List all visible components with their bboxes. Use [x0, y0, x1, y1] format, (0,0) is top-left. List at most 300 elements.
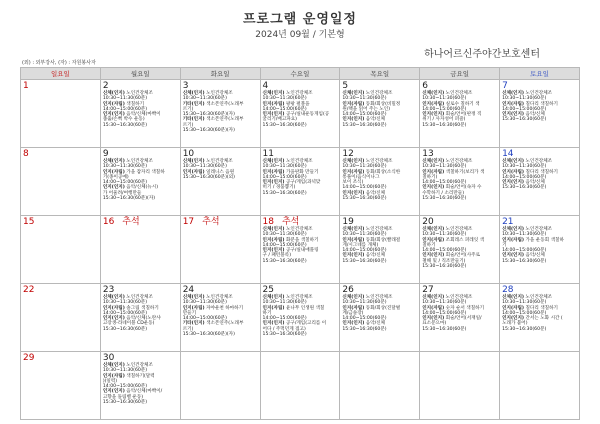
weekday-wed: 수요일: [260, 68, 340, 80]
program-detail: 조회레스 퍼레잇 색 칠하기 14:00~15:00(60분): [422, 237, 485, 254]
program-entry: [263, 170, 339, 181]
program-type: 신체(인지): [182, 295, 205, 300]
day-number: [422, 81, 498, 91]
day-cell: [180, 80, 260, 148]
day-number: [183, 217, 259, 227]
day-number: [502, 149, 578, 159]
program-detail: 가을 잠자리 색칠하 기(종이공예) 14:00~15:00(60분): [102, 169, 165, 186]
day-cell: [180, 216, 260, 284]
program-type: 인지(자립): [422, 237, 445, 243]
program-type: 인지(자립): [342, 237, 365, 243]
program-type: 인지(인지): [102, 112, 125, 118]
program-entry: [103, 316, 179, 332]
program-detail: 동화/회상(비밀정 원/책을 읽어 주는 노인) 14:00~15:00(60분): [342, 101, 401, 118]
program-entry: [342, 102, 418, 118]
day-cell: [420, 284, 500, 352]
program-type: 신체(인지): [422, 227, 445, 232]
program-detail: 노인건강체조 10:30~11:30(60분): [182, 91, 233, 102]
program-detail: 노인건강체조 10:30~11:30(60분): [422, 91, 473, 102]
day-number: [422, 285, 498, 295]
program-detail: 음악/신체 15:30~16:30(60분): [502, 253, 547, 264]
week-row: [21, 148, 580, 216]
program-detail: 노인건강체조 10:30~11:30(60분): [262, 227, 313, 238]
day-number: [23, 149, 99, 159]
program-type: 인지(인지): [102, 316, 125, 322]
program-entry: [342, 117, 418, 128]
program-type: 인지(인지): [422, 185, 445, 191]
day-number-value: 21: [502, 217, 514, 227]
day-cell: [260, 352, 340, 420]
program-detail: 공구/실내애플링 구 / 패턴블록) 15:30~16:30(60분): [262, 248, 319, 264]
program-type: 신체(인지): [342, 227, 365, 232]
weekday-header-row: [21, 68, 580, 80]
program-type: 신체(인지): [262, 91, 285, 96]
program-entry: [263, 321, 339, 337]
day-number-value: 15: [23, 217, 35, 227]
program-entry: [422, 306, 498, 317]
program-type: 인지(인지): [342, 190, 365, 196]
day-number-value: 27: [422, 285, 434, 295]
day-number-value: 22: [23, 285, 35, 295]
day-number: [103, 353, 179, 363]
program-entry: [502, 91, 578, 102]
day-cell: [180, 284, 260, 352]
page-subtitle: 2024년 09월 / 기본형: [255, 30, 345, 40]
day-number-value: 14: [502, 149, 514, 159]
day-cell: [500, 216, 580, 284]
calendar-table: [20, 67, 580, 420]
program-detail: 노인건강체조 10:30~11:30(60분): [102, 295, 153, 306]
day-cell: [21, 80, 101, 148]
program-type: 인지(자립): [262, 305, 285, 311]
program-detail: 칠다리 색칠하기 14:00~15:00(60분): [502, 305, 558, 316]
day-cell: [420, 148, 500, 216]
holiday-label: 추석: [281, 217, 300, 227]
day-cell: [340, 352, 420, 420]
program-entry: [183, 91, 259, 102]
program-type: 인지(인지): [342, 253, 365, 259]
day-number-value: 9: [102, 149, 109, 159]
program-detail: 노인건강체조 10:30~11:30(60분): [262, 159, 313, 170]
program-detail: 노인건강체조 10:30~11:30(60분): [422, 295, 473, 306]
program-detail: 회술/언어(서재일/ 표소문으마) 15:30~16:30(60분): [422, 316, 482, 332]
day-cell: [180, 352, 260, 420]
program-entry: [103, 295, 179, 306]
program-type: 신체(인지): [502, 159, 525, 164]
day-number: [342, 285, 418, 295]
program-detail: 색소폰연주(노래부 르기) 15:30~16:30(60분)(자): [182, 321, 244, 338]
program-type: 인지(자립): [422, 169, 445, 175]
holiday-label: 추석: [122, 217, 140, 227]
program-type: 인지(자립): [262, 169, 285, 175]
day-number: [263, 81, 339, 91]
day-number: [342, 217, 418, 227]
program-entry: [263, 306, 339, 322]
program-entry: [422, 316, 498, 332]
day-number-value: 23: [102, 285, 115, 295]
day-cell: [100, 80, 180, 148]
program-entry: [502, 295, 578, 306]
day-number-value: 11: [262, 149, 274, 159]
program-type: 인지(자립): [102, 305, 125, 311]
day-number-value: 30: [102, 353, 115, 363]
day-cell: [500, 284, 580, 352]
legend-note: (외) : 외부강사, (자) : 자원봉사자: [22, 60, 96, 66]
day-number: [103, 81, 179, 91]
program-entry: [103, 91, 179, 102]
day-cell: [420, 216, 500, 284]
program-entry: [263, 227, 339, 238]
program-detail: 음악/신체 15:30~16:30(60분): [342, 321, 387, 332]
program-type: 인지(자립): [182, 169, 205, 175]
program-type: 인지(자립): [342, 305, 365, 311]
program-entry: [502, 238, 578, 254]
program-type: 인지(자립): [182, 305, 205, 311]
page-title: 프로그램 운영일정: [243, 12, 357, 27]
program-detail: 공구/게임(고리를 이 어다 / 주먹던게 접고) 15:30~16:30(60분): [262, 321, 327, 338]
program-entry: [103, 159, 179, 170]
program-type: 인지(인지): [422, 253, 445, 259]
program-entry: [502, 159, 578, 170]
day-number-value: 29: [23, 353, 35, 363]
program-entry: [183, 117, 259, 133]
program-entry: [263, 180, 339, 196]
program-detail: 윤나무 인생원 색칠 하기 14:00~15:00(60분): [262, 305, 325, 322]
program-detail: 가을 운동회 색칠하 기 14:00~15:00(60분): [502, 237, 564, 254]
day-number-value: 2: [102, 81, 109, 91]
program-entry: [183, 295, 259, 306]
program-entry: [103, 389, 179, 405]
program-entry: [263, 295, 339, 306]
program-type: 신체(인지): [102, 363, 125, 368]
program-type: 인지(자립): [102, 101, 125, 107]
day-cell: [340, 80, 420, 148]
program-detail: 노인건강체조 10:30~11:30(60분): [182, 159, 233, 170]
program-type: 신체(인지): [102, 295, 125, 300]
program-entry: [502, 227, 578, 238]
weekday-tue: 화요일: [180, 68, 260, 80]
program-type: 인지(인지): [502, 180, 525, 186]
program-entry: [183, 306, 259, 322]
day-number: [422, 217, 498, 227]
day-number: [502, 81, 578, 91]
program-detail: 회술/언어(사주로 철해 및 / 직조만들기) 15:30~16:30(60분): [422, 253, 481, 270]
program-type: 신체(인지): [502, 227, 525, 232]
day-cell: [260, 148, 340, 216]
program-type: 인지(인지): [502, 253, 525, 259]
program-entry: [502, 306, 578, 317]
day-cell: [260, 284, 340, 352]
program-type: 신체(인지): [342, 91, 365, 96]
program-type: 신체(인지): [182, 91, 205, 96]
program-type: 인지(인지): [502, 112, 525, 118]
program-detail: 음악/신체 15:30~16:30(60분): [502, 180, 547, 191]
program-detail: 실로수 칠하기 색 14:00~15:00(60분): [422, 101, 480, 112]
program-type: 인지(자립): [262, 101, 285, 107]
day-cell: [260, 80, 340, 148]
program-type: 인지(자립): [342, 101, 365, 107]
program-entry: [263, 102, 339, 113]
program-entry: [502, 170, 578, 181]
program-type: 신체(인지): [262, 227, 285, 232]
day-number-value: 5: [342, 81, 349, 91]
program-entry: [342, 306, 418, 322]
day-number: [23, 285, 99, 295]
day-number-value: 7: [502, 81, 508, 91]
program-entry: [422, 170, 498, 186]
program-detail: 노인건강체조 10:30~11:30(60분): [502, 91, 553, 102]
day-number-value: 28: [502, 285, 514, 295]
program-entry: [422, 253, 498, 269]
program-type: 인지(인지): [342, 117, 365, 123]
program-detail: 노인건강체조 10:30~11:30(60분): [502, 295, 553, 306]
program-entry: [342, 159, 418, 170]
weekday-sat: 토요일: [500, 68, 580, 80]
program-entry: [103, 112, 179, 128]
program-entry: [342, 170, 418, 191]
program-detail: 음악/신체 15:30~16:30(60분): [502, 112, 547, 123]
program-entry: [183, 321, 259, 337]
program-type: 인지(자립): [342, 169, 365, 175]
day-number: [103, 217, 179, 227]
day-number-value: 20: [422, 217, 434, 227]
weekday-mon: 월요일: [100, 68, 180, 80]
day-cell: [500, 352, 580, 420]
program-type: 신체(인지): [422, 295, 445, 300]
program-entry: [502, 102, 578, 113]
program-entry: [342, 227, 418, 238]
program-detail: 화분을 색칠하기 14:00~15:00(60분): [262, 237, 319, 248]
program-detail: 색소폰연주(노래부 르기) 15:30~16:30(60분)(자): [182, 101, 244, 118]
program-entry: [103, 185, 179, 201]
day-cell: [180, 148, 260, 216]
program-detail: 회술/언어(속자 수 수학하기 / 소리만들) 15:30~16:30(60분): [422, 185, 482, 202]
day-number-value: 16: [102, 217, 115, 227]
program-detail: 노인건강체조 10:30~11:30(60분): [102, 363, 153, 374]
day-cell: [21, 352, 101, 420]
day-number: [263, 149, 339, 159]
program-detail: 팡팡 펄볼을 14:00~15:00(60분): [262, 101, 310, 112]
program-detail: 노인건강체조 10:30~11:30(60분): [422, 227, 473, 238]
program-detail: 자야운천 하마하기 만들기 14:00~15:00(60분): [182, 305, 244, 322]
day-number: [23, 81, 99, 91]
program-entry: [263, 91, 339, 102]
day-number: [23, 353, 99, 363]
program-type: 인지(인지): [102, 185, 125, 191]
program-type: 인지(자립): [262, 237, 285, 243]
program-detail: 공구/게임(과녁맞 히기 / 경품뽑기) 15:30~16:30(60분): [262, 180, 321, 196]
day-number: [23, 217, 99, 227]
day-cell: [340, 216, 420, 284]
program-detail: 음악/신체(마빡이 춤출/손뼉 박수 운동) 15:30~16:30(60분): [102, 112, 161, 128]
day-number-value: 12: [342, 149, 354, 159]
day-number: [342, 149, 418, 159]
day-number: [183, 285, 259, 295]
program-entry: [422, 238, 498, 254]
day-cell: [21, 284, 101, 352]
day-number-value: 3: [182, 81, 189, 91]
holiday-label: 추석: [202, 217, 220, 227]
program-detail: 색칠하기(달력 )(일력) 14:00~15:00(60분): [102, 373, 155, 390]
day-number: [263, 285, 339, 295]
day-cell: [21, 148, 101, 216]
program-entry: [422, 112, 498, 128]
day-number: [183, 81, 259, 91]
week-row: [21, 80, 580, 148]
program-detail: 노인건강체조 10:30~11:30(60분): [262, 295, 313, 306]
day-number: [183, 149, 259, 159]
program-type: 인지(인지): [262, 180, 285, 186]
program-detail: 일레니스 음원 15:30~16:30(60분)(외): [182, 169, 235, 180]
day-number: [103, 285, 179, 295]
day-cell: [420, 352, 500, 420]
day-cell: [500, 80, 580, 148]
week-row: [21, 216, 580, 284]
program-detail: 노인건강체조 10:30~11:30(60분): [342, 227, 393, 238]
day-cell: [100, 148, 180, 216]
program-entry: [183, 170, 259, 181]
weekday-fri: 금요일: [420, 68, 500, 80]
center-name: 하나어르신주야간보호센터: [424, 49, 540, 60]
program-type: 인지(인지): [102, 389, 125, 395]
program-type: 인지(자립): [422, 305, 445, 311]
program-type: 신체(인지): [262, 159, 285, 164]
program-detail: 칠다리 색칠하기 14:00~15:00(60분): [502, 101, 558, 112]
program-entry: [422, 102, 498, 113]
day-cell: [260, 216, 340, 284]
program-detail: 노인건강체조 10:30~11:30(60분): [342, 91, 393, 102]
program-type: 인지(자립): [422, 101, 445, 107]
program-entry: [183, 102, 259, 118]
program-detail: 노인건강체조 10:30~11:30(60분): [102, 159, 153, 170]
day-number-value: 1: [23, 81, 29, 91]
program-entry: [342, 238, 418, 254]
program-detail: 음악/신체(노란샤 고장생-라네이블 CD운동) 15:30~16:30(60분): [102, 316, 161, 332]
day-number-value: 24: [182, 285, 195, 295]
program-entry: [183, 159, 259, 170]
program-entry: [263, 248, 339, 264]
day-cell: [500, 148, 580, 216]
weekday-thu: 목요일: [340, 68, 420, 80]
program-detail: 동화/회상(빨래걸 게/시그네를 개체) 14:00~15:00(60분): [342, 237, 401, 254]
program-entry: [103, 363, 179, 374]
program-type: 인지(인지): [422, 112, 445, 118]
program-type: 기타(인지): [182, 117, 205, 123]
program-detail: 노인건강체조 10:30~11:30(60분): [502, 227, 553, 238]
program-entry: [103, 170, 179, 186]
program-entry: [103, 306, 179, 317]
program-detail: 음악/신체(마빡이/ 고향을 돌림벨 운동) 15:30~16:30(60분): [102, 389, 163, 406]
program-entry: [422, 159, 498, 170]
program-type: 신체(인지): [502, 91, 525, 96]
program-type: 신체(인지): [422, 91, 445, 96]
program-type: 인지(인지): [502, 316, 525, 322]
program-detail: 간서는 노화 시간 ( 노래가 불어) 15:30~16:30(60분): [502, 316, 563, 332]
day-number-value: 6: [422, 81, 428, 91]
program-type: 신체(인지): [502, 295, 525, 300]
week-row: [21, 352, 580, 420]
program-detail: 색소폰연주(노래부 르기) 15:30~16:30(60분)(자): [182, 117, 244, 134]
program-detail: 공구/실내운동게임(공 굴리기/배고파요) 15:30~16:30(60분): [262, 112, 330, 128]
program-entry: [103, 374, 179, 390]
day-number-value: 26: [342, 285, 354, 295]
program-type: 인지(인지): [342, 321, 365, 327]
day-cell: [100, 352, 180, 420]
program-detail: 노인건강체조 10:30~11:30(60분): [502, 159, 553, 170]
program-detail: 동화/회상(소식한 통풀이/음식이나그 보이 조식) 14:00~15:00(60분): [342, 169, 401, 191]
program-type: 인지(자립): [502, 169, 525, 175]
day-number: [103, 149, 179, 159]
program-detail: 노인건강체조 10:30~11:30(60분): [342, 295, 393, 306]
day-number-value: 25: [262, 285, 274, 295]
program-entry: [342, 91, 418, 102]
program-detail: 노인건강체조 10:30~11:30(60분): [342, 159, 393, 170]
program-entry: [422, 295, 498, 306]
program-type: 인지(인지): [422, 316, 445, 322]
program-type: 신체(인지): [102, 159, 125, 164]
program-detail: 음악/신체 15:30~16:30(60분): [342, 190, 387, 202]
week-row: [21, 284, 580, 352]
day-number: [342, 81, 418, 91]
program-detail: 가을판화 만들기 14:00~15:00(60분): [262, 169, 319, 180]
program-type: 신체(인지): [342, 295, 365, 300]
program-detail: 음악/신체 15:30~16:30(60분): [342, 253, 387, 264]
day-number-value: 18: [262, 217, 274, 227]
program-type: 기타(인지): [182, 101, 205, 107]
program-detail: 음악/신체(뉴시) 가 어울려/여행만들 15:30~16:30(60분)(자): [102, 185, 159, 202]
day-number: [422, 149, 498, 159]
day-cell: [100, 216, 180, 284]
day-number-value: 13: [422, 149, 434, 159]
day-number-value: 8: [23, 149, 29, 159]
program-entry: [502, 180, 578, 191]
program-entry: [342, 295, 418, 306]
program-detail: 회술/언어(판정 직 위기 / 사자성어 퍼즐) 15:30~16:30(60분): [422, 112, 482, 128]
program-entry: [342, 321, 418, 332]
program-type: 인지(자립): [102, 373, 125, 379]
program-detail: 노인건강체조 10:30~11:30(60분): [422, 159, 473, 170]
weekday-sun: 일요일: [21, 68, 101, 80]
program-detail: 동화/회상(진달벌 계/금솔장) 14:00~15:00(60분): [342, 305, 401, 322]
program-detail: 솔그림 색칠하기 14:00~15:00(60분): [102, 305, 159, 316]
program-type: 인지(인지): [262, 321, 285, 327]
program-type: 인지(자립): [502, 237, 525, 243]
program-entry: [103, 102, 179, 113]
program-entry: [422, 91, 498, 102]
program-detail: 노인건강체조 10:30~11:30(60분): [262, 91, 313, 102]
program-entry: [342, 191, 418, 202]
day-number-value: 19: [342, 217, 354, 227]
day-number-value: 10: [182, 149, 195, 159]
program-detail: 숫자 순서 색칠하기 14:00~15:00(60분): [422, 305, 485, 316]
program-entry: [263, 238, 339, 249]
program-detail: 색칠하기 14:00~15:00(60분): [102, 101, 148, 112]
program-entry: [502, 112, 578, 123]
program-type: 신체(인지): [262, 295, 285, 300]
day-number-value: 4: [262, 81, 269, 91]
program-entry: [422, 185, 498, 201]
program-detail: 음악/신체 15:30~16:30(60분): [342, 117, 387, 128]
program-type: 인지(자립): [102, 169, 125, 175]
program-type: 신체(인지): [182, 159, 205, 164]
program-detail: 노인건강체조 10:30~11:30(60분): [102, 91, 153, 102]
program-detail: 노인건강체조 10:30~11:30(60분): [182, 295, 233, 306]
day-cell: [21, 216, 101, 284]
program-detail: 색칠하기(보리가 색 칠하기) 14:00~15:00(60분): [422, 169, 485, 186]
program-entry: [263, 112, 339, 128]
program-entry: [502, 316, 578, 332]
day-number-value: 17: [182, 217, 195, 227]
